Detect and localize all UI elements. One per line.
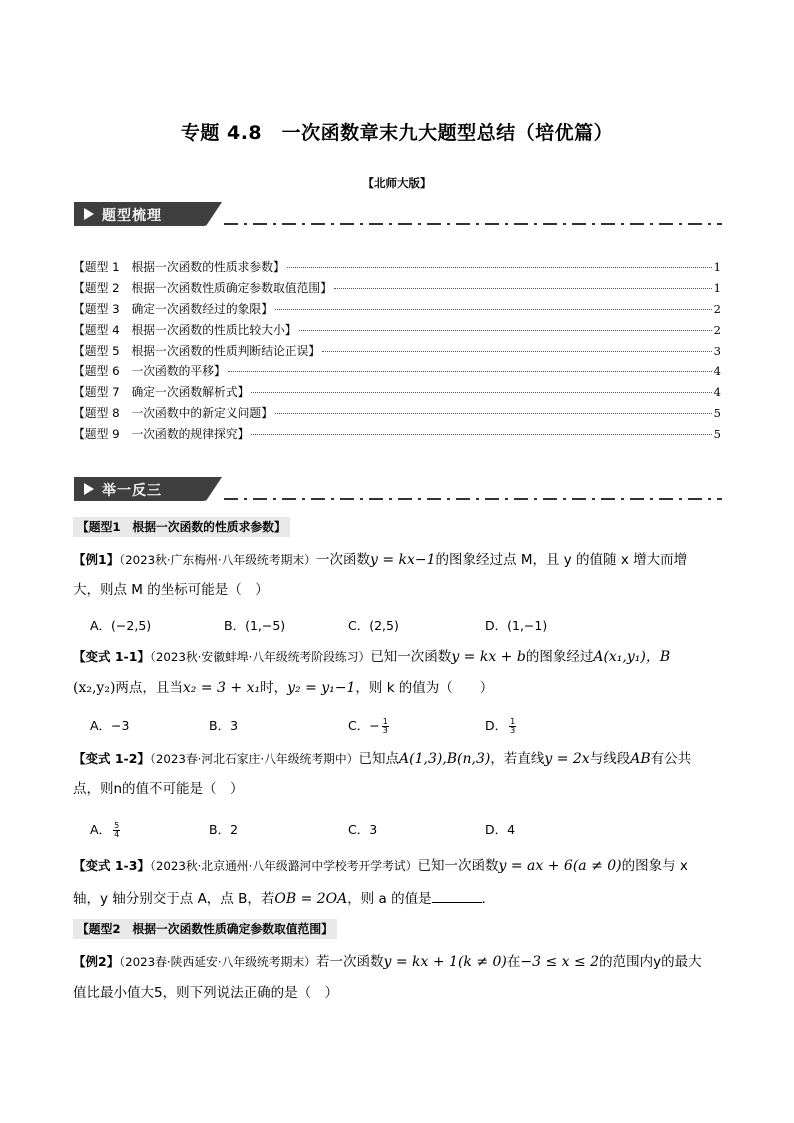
fraction: $\frac{1}{3}$ xyxy=(510,717,516,735)
variant-1-1-line-2: (x₂,y₂)两点，且当x₂ = 3 + x₁时，y₂ = y₁−1，则 k 的值为（ ） xyxy=(73,680,494,696)
variant-1-2-line-2: 点，则n的值不可能是（ ） xyxy=(73,781,244,797)
section-header-outline xyxy=(74,202,722,228)
toc-leader-dots xyxy=(275,413,712,414)
option-a: A．−3 xyxy=(90,718,130,733)
toc-entry[interactable] xyxy=(73,425,721,446)
toc-entry[interactable] xyxy=(73,362,721,383)
play-arrow-icon xyxy=(84,483,94,495)
toc-entry-label: 【题型 6 一次函数的平移】 xyxy=(73,364,226,379)
toc-leader-dots xyxy=(322,351,711,352)
toc-page-number: 1 xyxy=(713,280,721,295)
toc-leader-dots xyxy=(287,267,712,268)
toc-entry[interactable] xyxy=(73,300,721,321)
section-title: 题型梳理 xyxy=(102,208,162,224)
option-c: C．− $\frac{1}{3}$ xyxy=(348,717,388,735)
question-type-label: 【题型2 根据一次函数性质确定参数取值范围】 xyxy=(73,919,337,939)
toc-entry-label: 【题型 8 一次函数中的新定义问题】 xyxy=(73,406,274,421)
toc-entry-label: 【题型 7 确定一次函数解析式】 xyxy=(73,385,250,400)
option-a: A． $\frac{5}{4}$ xyxy=(90,821,120,839)
option-d: D．(1,−1) xyxy=(485,618,548,633)
example-2-line-1: 【例2】（2023春·陕西延安·八年级统考期末）若一次函数y = kx + 1(k ≠ 0)在−3 ≤ x ≤ 2的范围内y的最大 xyxy=(73,954,702,970)
toc-entry[interactable] xyxy=(73,342,721,363)
toc-entry[interactable] xyxy=(73,258,721,279)
toc-leader-dots xyxy=(251,392,711,393)
toc-entry[interactable] xyxy=(73,321,721,342)
example-1-line-2: 大，则点 M 的坐标可能是（ ） xyxy=(73,582,269,598)
toc-entry-label: 【题型 4 根据一次函数的性质比较大小】 xyxy=(73,322,297,337)
toc-leader-dots xyxy=(334,288,712,289)
option-c: C．3 xyxy=(348,822,378,837)
variant-1-2-options xyxy=(90,820,730,840)
toc-entry[interactable] xyxy=(73,279,721,300)
table-of-contents xyxy=(73,258,721,446)
toc-page-number: 4 xyxy=(713,364,721,379)
toc-leader-dots xyxy=(275,309,712,310)
option-d: D．4 xyxy=(485,822,516,837)
toc-entry-label: 【题型 5 根据一次函数的性质判断结论正误】 xyxy=(73,343,321,358)
variant-1-3-line-2: 轴，y 轴分别交于点 A，点 B，若OB = 2OA，则 a 的值是 ． xyxy=(73,891,496,907)
section-tab xyxy=(74,477,206,501)
toc-leader-dots xyxy=(299,330,712,331)
fraction: $\frac{1}{3}$ xyxy=(382,717,388,735)
toc-entry[interactable] xyxy=(73,383,721,404)
toc-leader-dots xyxy=(251,434,711,435)
option-b: B．3 xyxy=(209,718,239,733)
example-2-line-2: 值比最小值大5，则下列说法正确的是（ ） xyxy=(73,985,339,1001)
toc-page-number: 3 xyxy=(713,343,721,358)
option-b: B．2 xyxy=(209,822,239,837)
dashed-divider xyxy=(224,498,722,500)
toc-page-number: 4 xyxy=(713,385,721,400)
toc-entry-label: 【题型 2 根据一次函数性质确定参数取值范围】 xyxy=(73,280,332,295)
toc-page-number: 5 xyxy=(713,406,721,421)
answer-blank xyxy=(432,890,482,903)
variant-1-2-line-1: 【变式 1-2】（2023春·河北石家庄·八年级统考期中）已知点A(1,3),B(n,3)，若直线y = 2x与线段AB有公共 xyxy=(73,751,692,767)
toc-page-number: 2 xyxy=(713,301,721,316)
toc-leader-dots xyxy=(228,371,712,372)
variant-1-3-line-1: 【变式 1-3】（2023秋·北京通州·八年级潞河中学校考开学考试）已知一次函数y = ax + 6(a ≠ 0)的图象与 x xyxy=(73,858,688,874)
toc-page-number: 5 xyxy=(713,427,721,442)
example-1-options xyxy=(90,616,730,636)
toc-entry-label: 【题型 1 根据一次函数的性质求参数】 xyxy=(73,260,285,274)
option-a: A．(−2,5) xyxy=(90,618,152,633)
toc-entry[interactable] xyxy=(73,404,721,425)
option-c: C．(2,5) xyxy=(348,618,399,633)
fraction: $\frac{5}{4}$ xyxy=(114,821,120,839)
option-b: B．(1,−5) xyxy=(224,618,286,633)
section-tab xyxy=(74,202,206,226)
toc-entry-label: 【题型 9 一次函数的规律探究】 xyxy=(73,427,250,442)
option-d: D． $\frac{1}{3}$ xyxy=(485,717,516,735)
question-type-label: 【题型1 根据一次函数的性质求参数】 xyxy=(73,517,290,537)
page-title: 专题 4.8 一次函数章末九大题型总结（培优篇） xyxy=(180,122,614,144)
variant-1-1-options xyxy=(90,716,730,736)
toc-page-number: 2 xyxy=(713,322,721,337)
variant-1-1-line-1: 【变式 1-1】（2023秋·安徽蚌埠·八年级统考阶段练习）已知一次函数y = kx + b的图象经过A(x₁,y₁)，B xyxy=(73,649,671,665)
toc-page-number: 1 xyxy=(713,260,721,274)
edition-label: 【北师大版】 xyxy=(362,176,432,190)
dashed-divider xyxy=(224,223,722,225)
section-header-practice xyxy=(74,477,722,503)
play-arrow-icon xyxy=(84,208,94,220)
example-1-line-1: 【例1】（2023秋·广东梅州·八年级统考期末）一次函数y = kx−1的图象经过点 M，且 y 的值随 x 增大而增 xyxy=(73,552,688,568)
toc-entry-label: 【题型 3 确定一次函数经过的象限】 xyxy=(73,301,274,316)
section-title: 举一反三 xyxy=(102,483,162,499)
